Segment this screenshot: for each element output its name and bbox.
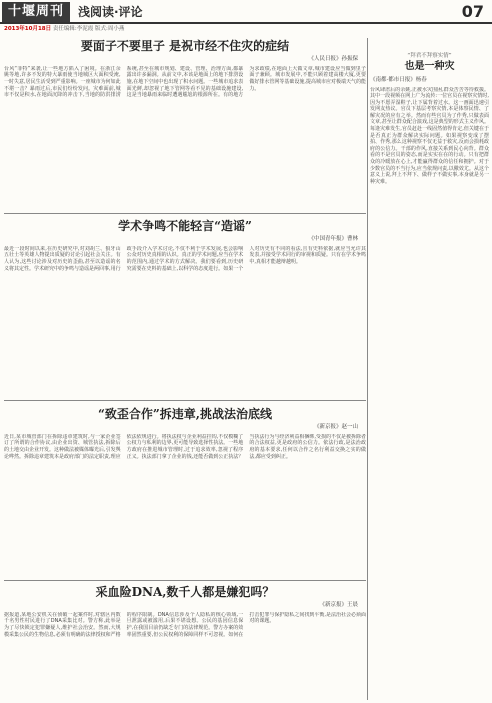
article-title: “致歪合作”拆违章,挑战法治底线	[98, 407, 272, 421]
designer-credit: 版式:周小燕	[94, 26, 125, 32]
dateline	[4, 25, 124, 33]
editor-credit: 责任编辑:李泥霞	[52, 26, 94, 32]
sidebar-title: 也是一种灾	[404, 61, 455, 72]
sidebar-body: 台风肆虐后的余姚,正被水灾围困,群众苦苦等待救援。其中一段视频在网上广为流传:一位官员在视察灾情时,因为不愿弄湿鞋子,让下属背着过水。这一画面迅速引发网友热议。官员下基层考察灾情,本是体察民情、了解灾况的应有之举。然而有些官员为了作秀,只做表面文章,甚至让群众配合演戏,这是典型的形式主义作风。每逢灾难发生,官员赶赴一线固然值得肯定,但关键在于是否真正为群众解决实际问题。如果视察变成了摆拍、作秀,那么这种视察不仅无益于救灾,反而会损耗政府的公信力。干部的作风,直接关系到民心向背。群众看的不是官员的姿态,而是实实在在的行动。只有把群众的冷暖放在心上,才能赢得群众的信任和拥护。对于少数官员的不当行为,应当依规问责,以儆效尤。从这个意义上说,拜上不拜下、做样子不做实事,本身就是另一种灾难。	[370, 86, 489, 185]
page-number: 07	[461, 2, 484, 21]
sidebar-kicker: “拜君不拜察实情”	[407, 53, 452, 59]
article-byline: 《中国青年报》曹林	[308, 235, 358, 242]
issue-date: 2013年10月18日	[4, 26, 52, 32]
article-byline: 《人民日报》孙振保	[308, 55, 358, 62]
divider	[4, 213, 366, 214]
section-title: 浅阅读·评论	[78, 5, 143, 19]
article-body: 据报道,某地公安机关在侦破一起案件时,对辖区内数千名男性村民进行了DNA采集比对。警方称,此举是为了尽快锁定犯罪嫌疑人,维护社会治安。然而,大规模采集公民的生物信息,必须有明确的法律授权和严格的程序限制。DNA信息涉及个人隐私的核心领域,一旦泄露或被滥用,后果不堪设想。公民的基因信息保护,在我国目前仍缺乏专门的法律规范。警方办案的效率固然重要,但公民权利的保障同样不可忽视。如何在打击犯罪与保护隐私之间找到平衡,是法治社会必须面对的课题。	[4, 611, 366, 638]
article-body: 台风“菲特”来袭,让一些地方陷入了困境。在浙江余姚等地,许多不发的特大暴雨使当地城区大面积受淹,一时失意,居民生活受到严重影响。一座城市为何如此不堪一击？暴雨过后,市民们纷纷发问。灾难面前,城市不仅是积水,在地面沉降的冲击下,当地的防洪排涝系统,甚至在城市规划、建设、管理、治理方面,都暴露出许多漏洞。从前文中,本该是地面上的地下排涝设施,在地下空间中也出现了积水问题。一些城市追求表面光鲜,却忽视了地下管网等看不见的基础设施建设,这是当地暴雨来临时遭遇尴尬的根源所在。有的地方为求政绩,在地面上大做文章,城市建设应当做到里子面子兼顾。城市发展中,不能只顾着建高楼大厦,更要做好排水管网等基础设施,提高城市应对极端天气的能力。	[4, 65, 366, 99]
page-header	[0, 0, 492, 24]
article-body: 近日,某市城管部门在拆除违章建筑时,与一家企业签订了所谓的合作协议,由企业出资、城管执法,拆除后的土地交由企业开发。这种做法被媒体曝光后,引发舆论哗然。拆除违章建筑本是政府部门的法定职责,理应依法依规进行。将执法权与企业利益挂钩,不仅模糊了公权力与私利的边界,更可能导致选择性执法。一些地方政府在推进城市管理时,过于追求效率,忽视了程序正义。执法部门拿了企业的钱,还能否做到公正执法？当执法行为与经济利益相捆绑,受损的不仅是被拆除者的合法权益,更是政府的公信力。依法行政,是法治政府的基本要求,任何以合作之名行利益交换之实的做法,都应受到纠正。	[4, 433, 366, 460]
masthead: 十堰周刊	[2, 2, 70, 22]
sidebar-article	[370, 52, 489, 700]
article-title: 采血险DNA,数千人都是嫌犯吗？	[95, 585, 275, 599]
article-body: 最近一段时间以来,在历史研究中,对刘胡兰、狼牙山五壮士等英雄人物提出质疑的讨论引起社会关注。有人认为,这些讨论涉及对历史的歪曲,甚至以造谣的名义将其定性。学术研究中的争鸣与造谣是两回事,用行政手段介入学术讨论,不仅不利于学术发展,也会影响公众对历史真相的认识。真正的学术问题,应当在学术的范围内,通过学术的方式解决。我们要看到,历史研究需要在史料的基础上,以科学的态度进行。如果一个人对历史有不同的看法,且有史料依据,就应当允许其发表,并接受学术同行的审视和质疑。只有在学术争鸣中,真相才能越辩越明。	[4, 245, 366, 272]
article-title: 学术争鸣不能轻言“造谣”	[118, 219, 252, 233]
article-title: 要面子不要里子 是祝市经不住灾的症结	[80, 39, 290, 53]
article-demolition	[4, 404, 366, 576]
divider	[4, 400, 366, 401]
article-byline: 《新京报》赵一山	[313, 423, 358, 430]
column-divider	[367, 38, 368, 700]
article-academic-debate	[4, 217, 366, 397]
article-cities-flood	[4, 38, 366, 210]
article-byline: 《新京报》王晨	[319, 601, 358, 608]
sidebar-byline: 《南都·都市日报》杨春	[370, 76, 427, 83]
divider	[4, 580, 366, 581]
article-dna-collection	[4, 584, 366, 700]
